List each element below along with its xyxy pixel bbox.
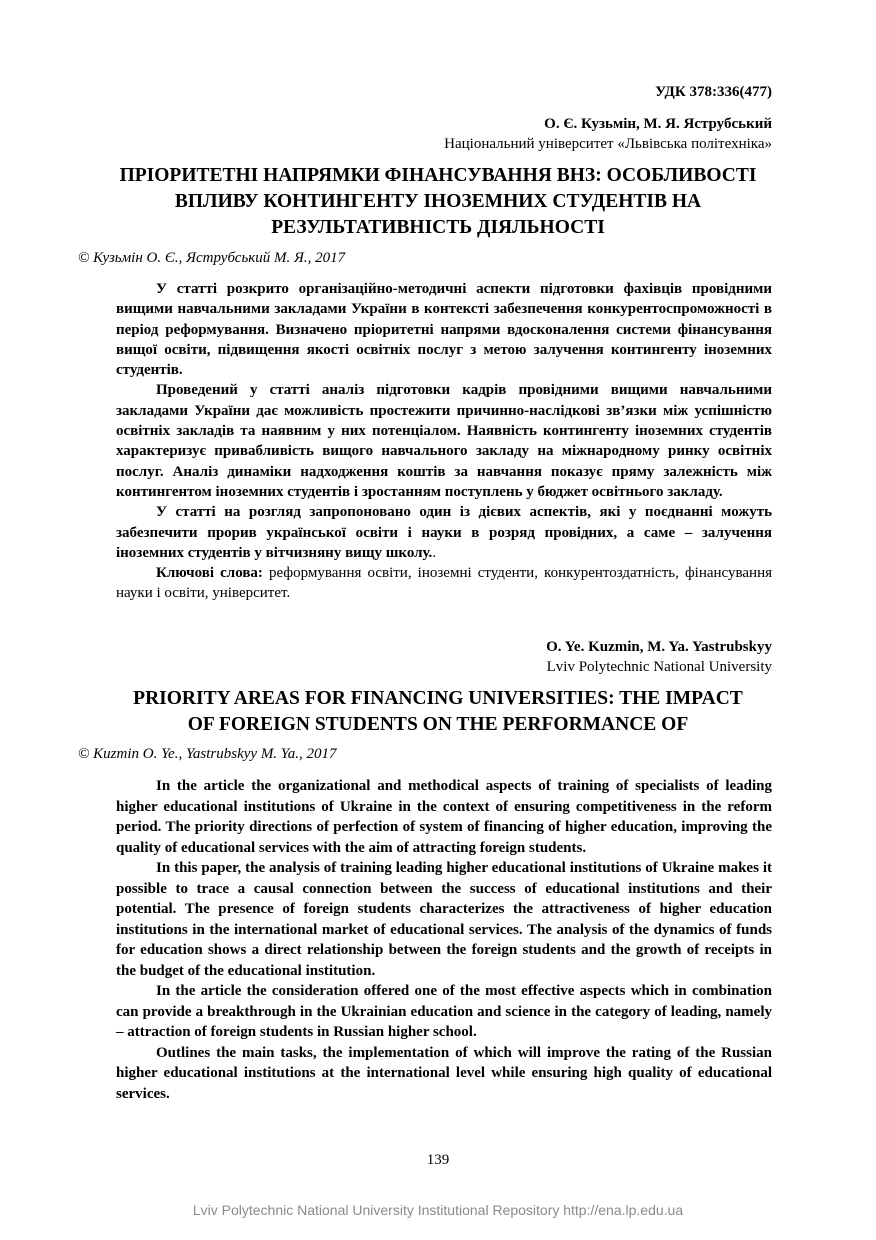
en-title-line: OF FOREIGN STUDENTS ON THE PERFORMANCE OF	[187, 714, 689, 735]
en-copyright: © Kuzmin O. Ye., Yastrubskyy M. Ya., 2017	[78, 746, 337, 762]
ua-copyright: © Кузьмін О. Є., Яструбський М. Я., 2017	[78, 250, 346, 266]
ua-abstract-paragraph: Проведений у статті аналіз підготовки кадрів провідними вищими навчальними закладами України дає можливість простежити причинно-наслідкові зв’язки між успішністю освітніх закладів та наявним у них потенціалом. Наявність контингенту іноземних студентів характеризує привабливість вищого навчального закладу на міжнародному ринку освітніх послуг. Аналіз динаміки надходження коштів за навчання показує пряму залежність між контингентом іноземних студентів і зростанням поступлень у бюджет освітнього закладу.	[116, 382, 772, 500]
en-affiliation: Lviv Polytechnic National University	[546, 659, 772, 675]
ua-title-line: ВПЛИВУ КОНТИНГЕНТУ ІНОЗЕМНИХ СТУДЕНТІВ НА	[174, 191, 702, 212]
en-title-line: PRIORITY AREAS FOR FINANCING UNIVERSITIES: THE IMPACT	[133, 688, 743, 709]
en-abstract	[116, 776, 772, 1104]
en-abstract-paragraph: In this paper, the analysis of training leading higher educational institutions of Ukraine makes it possible to trace a causal connection between the success of educational institutions and their potential. The presence of foreign students characterizes the attractiveness of higher education institutions in the international market of educational services. The analysis of the dynamics of funds for education shows a direct relationship between the foreign students and the growth of receipts in the budget of the educational institution.	[116, 860, 772, 979]
ua-authors-block	[380, 114, 772, 154]
ua-title-line: РЕЗУЛЬТАТИВНІСТЬ ДІЯЛЬНОСТІ	[271, 217, 605, 238]
ua-abstract-paragraph-text: У статті на розгляд запропоновано один із дієвих аспектів, які у поєднанні можуть забезпечити прорив української освіти і науки в розряд провідних, а саме – залучення іноземних студентів у вітчизняну вищу школу.	[116, 504, 772, 561]
ua-abstract	[116, 279, 772, 604]
ua-affiliation: Національний університет «Львівська політехніка»	[444, 136, 772, 152]
en-abstract-paragraph: In the article the organizational and methodical aspects of training of specialists of leading higher educational institutions of Ukraine in the context of ensuring competitiveness in the reform period. The priority directions of perfection of system of financing of higher education, improving the quality of educational services with the aim of attracting foreign students.	[116, 778, 772, 856]
ua-abstract-paragraph-end: .	[432, 544, 437, 561]
en-authors-block	[380, 637, 772, 677]
ua-authors: О. Є. Кузьмін, М. Я. Яструбський	[544, 116, 772, 132]
ua-keywords	[116, 563, 772, 604]
udc-code: УДК 378:336(477)	[655, 84, 772, 100]
ua-title-line: ПРІОРИТЕТНІ НАПРЯМКИ ФІНАНСУВАННЯ ВНЗ: ОСОБЛИВОСТІ	[119, 165, 757, 186]
ua-title	[60, 163, 816, 241]
repository-footer: Lviv Polytechnic National University Institutional Repository http://ena.lp.edu.ua	[192, 1202, 684, 1218]
ua-abstract-paragraph	[116, 502, 772, 563]
ua-abstract-paragraph: У статті розкрито організаційно-методичні аспекти підготовки фахівців провідними вищими навчальними закладами України в контексті забезпечення конкурентоспроможності в період реформування. Визначено пріоритетні напрями вдосконалення системи фінансування вищої освіти, підвищення якості освітніх послуг з метою залучення контингенту іноземних студентів.	[116, 281, 772, 379]
en-abstract-paragraph: In the article the consideration offered one of the most effective aspects which in combination can provide a breakthrough in the Ukrainian education and science in the category of leading, namely – attraction of foreign students in Russian higher school.	[116, 983, 772, 1040]
page-number: 139	[426, 1152, 450, 1168]
ua-keywords-label: Ключові слова:	[156, 565, 263, 582]
en-title	[60, 686, 816, 738]
en-abstract-paragraph: Outlines the main tasks, the implementation of which will improve the rating of the Russian higher educational institutions at the international level while ensuring high quality of educational services.	[116, 1044, 772, 1102]
ua-keywords-text: реформування освіти, іноземні студенти, конкурентоздатність, фінансування науки і освіти, університет.	[116, 565, 772, 602]
en-authors: O. Ye. Kuzmin, M. Ya. Yastrubskyy	[546, 639, 772, 655]
